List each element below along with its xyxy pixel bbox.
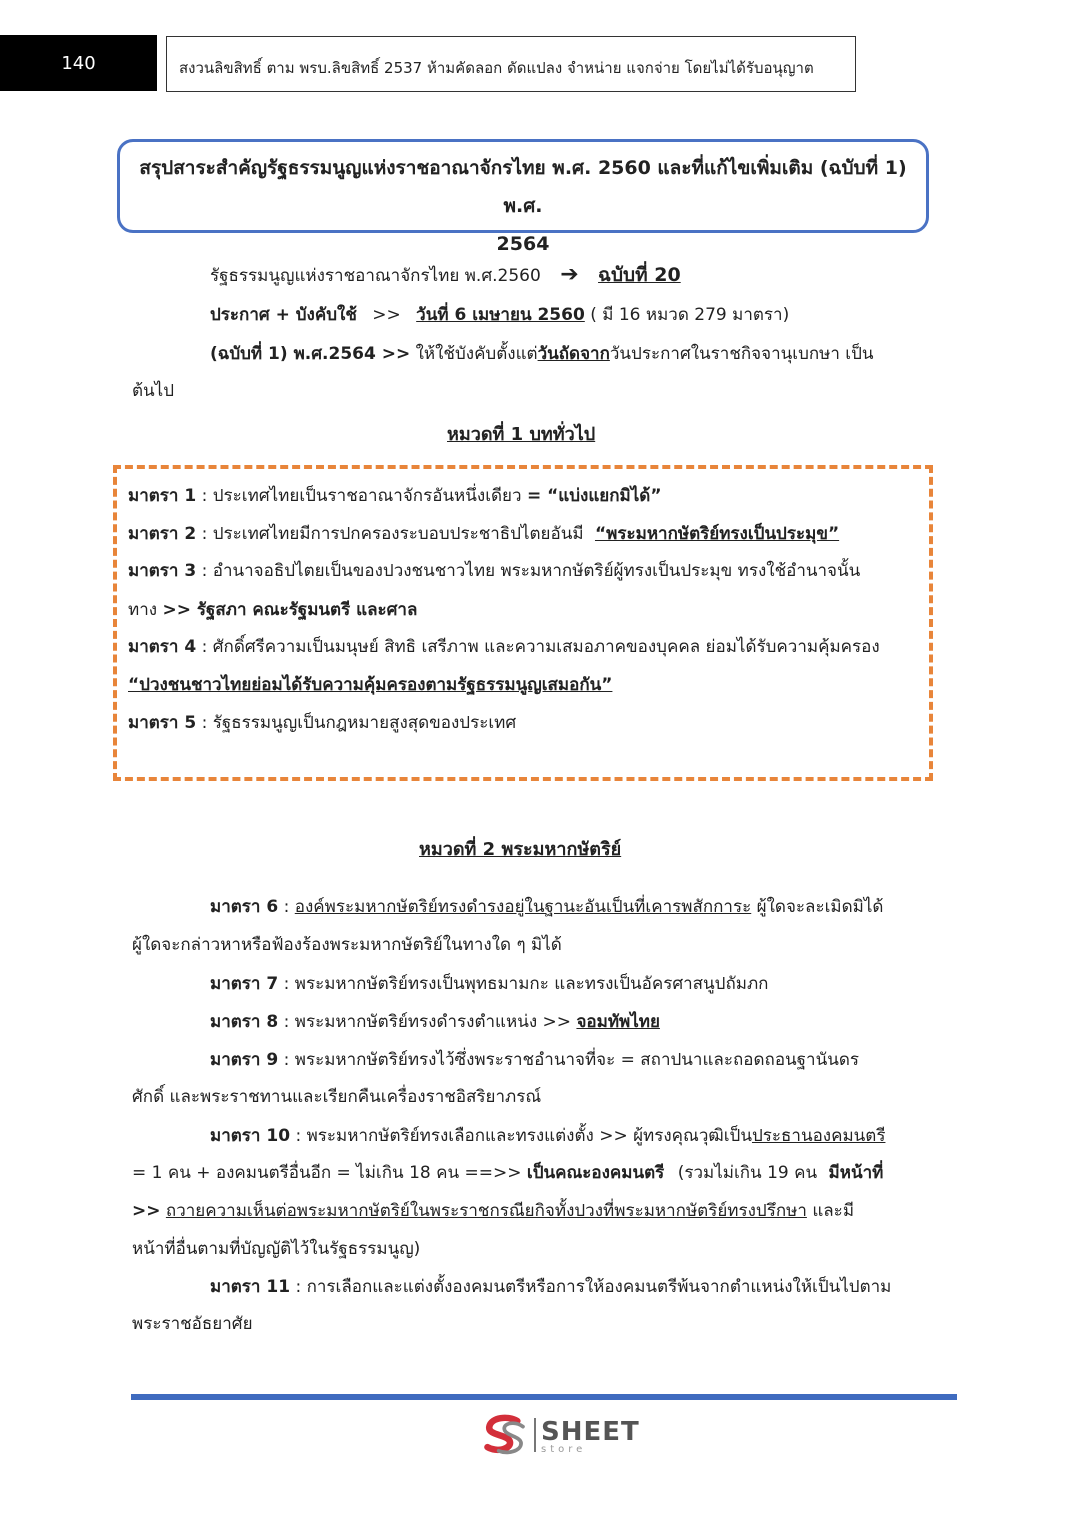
section-text: : ประเทศไทยเป็นราชอาณาจักรอันหนึ่งเดียว: [201, 486, 522, 506]
intro-constitution-text: รัฐธรรมนูญแห่งราชอาณาจักรไทย พ.ศ.2560: [210, 266, 541, 286]
section-text: ทาง: [128, 600, 158, 620]
amendment-text-underlined: วันถัดจาก: [537, 344, 610, 364]
section-11-cont: พระราชอัธยาศัย: [132, 1314, 253, 1334]
section-label: มาตรา 11: [210, 1277, 291, 1297]
section-4-emphasis: “ปวงชนชาวไทยย่อมได้รับความคุ้มครองตามรัฐธรรมนูญเสมอกัน”: [128, 675, 613, 695]
section-text: : พระมหากษัตริย์ทรงไว้ซึ่งพระราชอำนาจที่จะ = สถาปนาและถอดถอนฐานันดร: [283, 1050, 859, 1070]
chapter-2-heading: หมวดที่ 2 พระมหากษัตริย์: [419, 839, 622, 860]
section-2: [128, 520, 839, 547]
section-3: [128, 557, 860, 584]
section-text: : การเลือกและแต่งตั้งองคมนตรีหรือการให้องคมนตรีพ้นจากตำแหน่งให้เป็นไปตาม: [295, 1277, 892, 1297]
section-text: (รวมไม่เกิน 19 คน: [677, 1163, 818, 1183]
section-text: และมี: [812, 1201, 855, 1221]
chapter-1-heading: หมวดที่ 1 บททั่วไป: [447, 424, 596, 445]
footer-bar: [131, 1394, 957, 1400]
section-9-cont: ศักดิ์ และพระราชทานและเรียกคืนเครื่องราชอิสริยาภรณ์: [132, 1087, 542, 1107]
section-5: [128, 709, 516, 736]
section-text: : รัฐธรรมนูญเป็นกฎหมายสูงสุดของประเทศ: [201, 713, 517, 733]
sections-count: ( มี 16 หมวด 279 มาตรา): [590, 305, 790, 325]
arrow-right-icon: ➔: [560, 262, 579, 287]
copyright-notice: สงวนลิขสิทธิ์ ตาม พรบ.ลิขสิทธิ์ 2537 ห้ามคัดลอก ดัดแปลง จำหน่าย แจกจ่าย โดยไม่ได้รับอนุญาต: [166, 36, 856, 92]
intro-line-3: [210, 340, 874, 367]
section-text: :: [283, 897, 290, 917]
page-number: 140: [0, 35, 157, 91]
section-3-cont: [128, 596, 417, 623]
section-text: ผู้ใดจะละเมิดมิได้: [756, 897, 884, 917]
section-text: : ศักดิ์ศรีความเป็นมนุษย์ สิทธิ เสรีภาพ และความเสมอภาคของบุคคล ย่อมได้รับความคุ้มครอง: [201, 637, 880, 657]
section-text: : พระมหากษัตริย์ทรงเป็นพุทธมามกะ และทรงเป็นอัครศาสนูปถัมภก: [283, 974, 769, 994]
promulgation-label: ประกาศ + บังคับใช้: [210, 305, 357, 325]
section-text: : ประเทศไทยมีการปกครองระบอบประชาธิปไตยอันมี: [201, 524, 584, 544]
section-7: [210, 970, 768, 997]
promulgation-date: วันที่ 6 เมษายน 2560: [416, 305, 585, 325]
section-label: มาตรา 2: [128, 524, 197, 544]
section-10: [210, 1122, 885, 1149]
section-text: : อำนาจอธิปไตยเป็นของปวงชนชาวไทย พระมหากษัตริย์ผู้ทรงเป็นประมุข ทรงใช้อำนาจนั้น: [201, 561, 861, 581]
section-text: : พระมหากษัตริย์ทรงเลือกและทรงแต่งตั้ง >> ผู้ทรงคุณวุฒิเป็น: [295, 1126, 752, 1146]
section-emphasis: มีหน้าที่: [828, 1163, 884, 1183]
logo-text: SHEET: [541, 1417, 640, 1447]
section-label: มาตรา 4: [128, 637, 197, 657]
edition-number: ฉบับที่ 20: [598, 264, 681, 286]
section-emphasis: >> รัฐสภา คณะรัฐมนตรี และศาล: [162, 600, 418, 620]
section-label: มาตรา 3: [128, 561, 197, 581]
logo-subtext: store: [541, 1444, 587, 1455]
section-label: มาตรา 1: [128, 486, 197, 506]
section-label: มาตรา 5: [128, 713, 197, 733]
section-4: [128, 633, 880, 660]
section-label: มาตรา 10: [210, 1126, 291, 1146]
logo-divider: [534, 1418, 536, 1452]
section-label: มาตรา 6: [210, 897, 279, 917]
section-underlined: องค์พระมหากษัตริย์ทรงดำรงอยู่ในฐานะอันเป็นที่เคารพสักการะ: [294, 897, 752, 917]
section-text: >>: [132, 1201, 161, 1221]
title-box: [117, 139, 929, 255]
section-10-line-4: หน้าที่อื่นตามที่บัญญัติไว้ในรัฐธรรมนูญ): [132, 1239, 421, 1259]
section-underlined: ถวายความเห็นต่อพระมหากษัตริย์ในพระราชกรณียกิจทั้งปวงที่พระมหากษัตริย์ทรงปรึกษา: [165, 1201, 807, 1221]
intro-line-4: ต้นไป: [132, 381, 175, 401]
separator: >>: [372, 305, 401, 325]
intro-line-1: [210, 260, 681, 290]
section-text: : พระมหากษัตริย์ทรงดำรงตำแหน่ง >>: [283, 1012, 572, 1032]
section-1: [128, 482, 662, 509]
section-label: มาตรา 8: [210, 1012, 279, 1032]
amendment-text-b: วันประกาศในราชกิจจานุเบกษา เป็น: [609, 344, 874, 364]
amendment-text-a: ให้ใช้บังคับตั้งแต่: [415, 344, 538, 364]
section-6: [210, 893, 883, 920]
intro-line-2: [210, 301, 789, 328]
section-label: มาตรา 7: [210, 974, 279, 994]
section-text: = 1 คน + องคมนตรีอื่นอีก = ไม่เกิน 18 คน ==>>: [132, 1163, 522, 1183]
section-emphasis: “พระมหากษัตริย์ทรงเป็นประมุข”: [594, 524, 840, 544]
section-6-cont: ผู้ใดจะกล่าวหาหรือฟ้องร้องพระมหากษัตริย์ในทางใด ๆ มิได้: [132, 935, 562, 955]
section-9: [210, 1046, 859, 1073]
amendment-label: (ฉบับที่ 1) พ.ศ.2564 >>: [210, 344, 411, 364]
title-line-2: 2564: [496, 233, 550, 255]
section-emphasis: เป็นคณะองคมนตรี: [526, 1163, 665, 1183]
section-8: [210, 1008, 660, 1035]
section-10-line-3: [132, 1197, 854, 1224]
section-emphasis: จอมทัพไทย: [576, 1012, 660, 1032]
title-line-1: สรุปสาระสำคัญรัฐธรรมนูญแห่งราชอาณาจักรไทย พ.ศ. 2560 และที่แก้ไขเพิ่มเติม (ฉบับที่ 1) พ.ศ.: [139, 157, 907, 217]
section-underlined: ประธานองคมนตรี: [751, 1126, 886, 1146]
sheet-store-logo-icon: [480, 1412, 536, 1458]
section-emphasis: = “แบ่งแยกมิได้”: [526, 486, 662, 506]
section-label: มาตรา 9: [210, 1050, 279, 1070]
section-11: [210, 1273, 891, 1300]
section-10-line-2: [132, 1159, 883, 1186]
